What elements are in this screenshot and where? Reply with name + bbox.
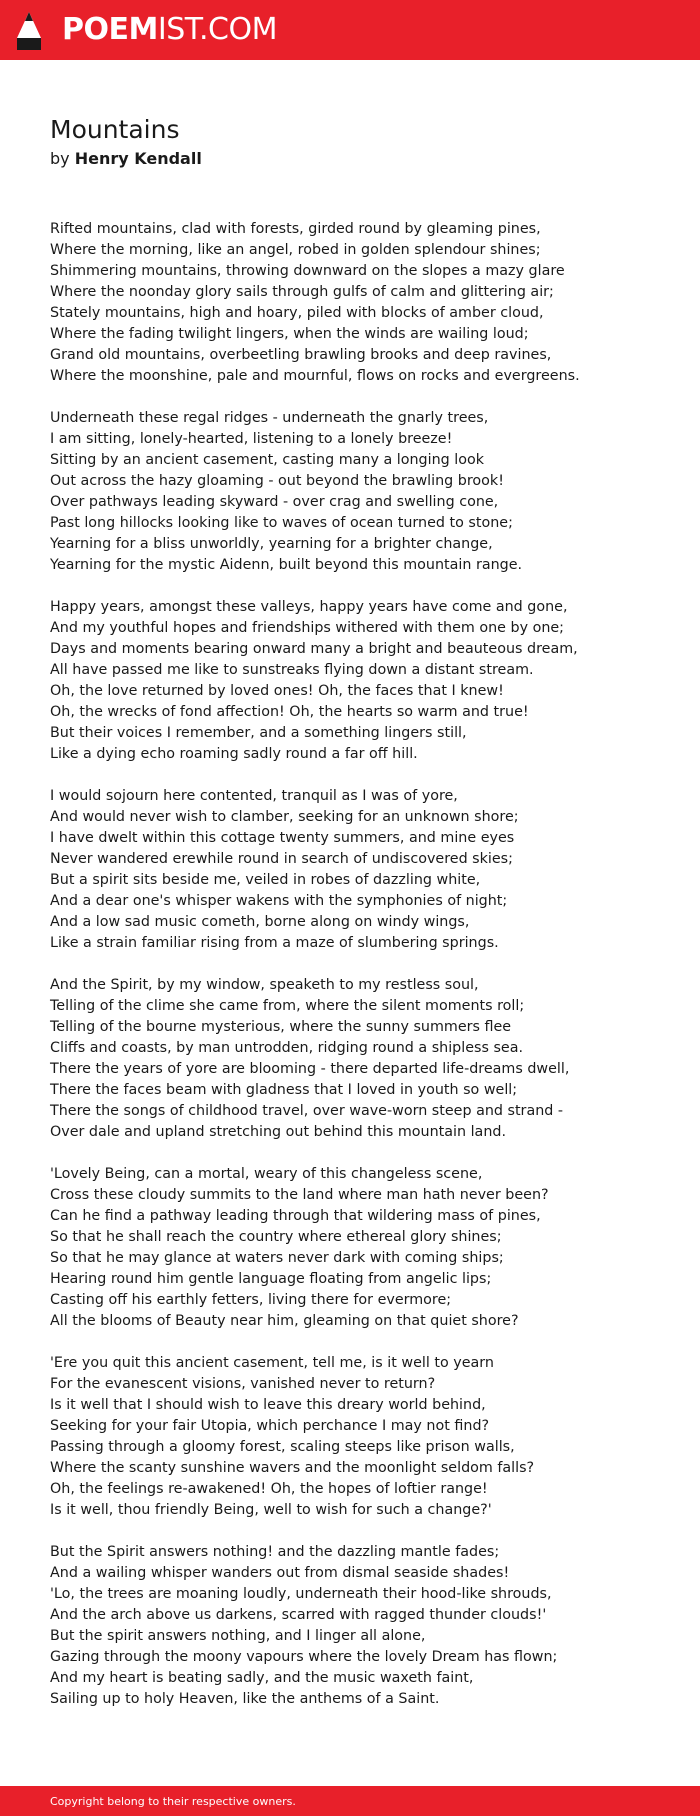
poem-line: Telling of the clime she came from, where the silent moments roll;	[50, 998, 525, 1014]
poem-line: Like a dying echo roaming sadly round a far off hill.	[50, 746, 418, 762]
poem-line: I have dwelt within this cottage twenty summers, and mine eyes	[50, 830, 515, 846]
logo-light-text: IST.COM	[157, 12, 277, 47]
poem-line: Out across the hazy gloaming - out beyond the brawling brook!	[50, 473, 504, 489]
poem-line: Stately mountains, high and hoary, piled with blocks of amber cloud,	[50, 305, 544, 321]
poem-line: Where the fading twilight lingers, when the winds are wailing loud;	[50, 326, 529, 342]
logo-bold-text: POEM	[62, 12, 158, 47]
poem-line: All have passed me like to sunstreaks flying down a distant stream.	[50, 662, 534, 678]
poem-line: 'Ere you quit this ancient casement, tell me, is it well to yearn	[50, 1355, 494, 1371]
poem-line: But the Spirit answers nothing! and the dazzling mantle fades;	[50, 1544, 500, 1560]
poem-line: And a dear one's whisper wakens with the symphonies of night;	[50, 893, 508, 909]
poem-stanza	[50, 1542, 670, 1710]
poem-line: I am sitting, lonely-hearted, listening to a lonely breeze!	[50, 431, 453, 447]
by-label: by	[50, 149, 70, 168]
poem-line: Cross these cloudy summits to the land where man hath never been?	[50, 1187, 549, 1203]
poem-line: Rifted mountains, clad with forests, girded round by gleaming pines,	[50, 221, 541, 237]
poem-line: And a wailing whisper wanders out from dismal seaside shades!	[50, 1565, 510, 1581]
poem-line: Sailing up to holy Heaven, like the anthems of a Saint.	[50, 1691, 440, 1707]
site-logo[interactable]	[62, 11, 277, 49]
poem-line: Where the moonshine, pale and mournful, flows on rocks and evergreens.	[50, 368, 580, 384]
poem-line: Is it well, thou friendly Being, well to wish for such a change?'	[50, 1502, 492, 1518]
poem-line: Grand old mountains, overbeetling brawling brooks and deep ravines,	[50, 347, 552, 363]
poem-line: Shimmering mountains, throwing downward on the slopes a mazy glare	[50, 263, 565, 279]
poem-line: Days and moments bearing onward many a bright and beauteous dream,	[50, 641, 578, 657]
poem-line: Seeking for your fair Utopia, which perchance I may not find?	[50, 1418, 490, 1434]
poem-line: And would never wish to clamber, seeking for an unknown shore;	[50, 809, 519, 825]
poem-line: There the faces beam with gladness that I loved in youth so well;	[50, 1082, 518, 1098]
site-header	[0, 0, 700, 60]
poem-line: Oh, the wrecks of fond affection! Oh, the hearts so warm and true!	[50, 704, 529, 720]
poem-byline	[50, 148, 202, 170]
poem-stanza	[50, 597, 670, 765]
poem-stanza	[50, 408, 670, 576]
poem-line: And a low sad music cometh, borne along on windy wings,	[50, 914, 470, 930]
poem-line: But their voices I remember, and a something lingers still,	[50, 725, 467, 741]
poem-line: Underneath these regal ridges - underneath the gnarly trees,	[50, 410, 489, 426]
poem-line: 'Lo, the trees are moaning loudly, underneath their hood-like shrouds,	[50, 1586, 552, 1602]
poem-stanza	[50, 975, 670, 1143]
poem-line: Oh, the love returned by loved ones! Oh, the faces that I knew!	[50, 683, 504, 699]
poem-line: Sitting by an ancient casement, casting many a longing look	[50, 452, 485, 468]
poem-stanza	[50, 1353, 670, 1521]
poem-line: Past long hillocks looking like to waves of ocean turned to stone;	[50, 515, 513, 531]
poem-line: There the songs of childhood travel, over wave-worn steep and strand -	[50, 1103, 564, 1119]
poem-line: Gazing through the moony vapours where the lovely Dream has flown;	[50, 1649, 558, 1665]
poem-line: Passing through a gloomy forest, scaling steeps like prison walls,	[50, 1439, 515, 1455]
poem-line: 'Lovely Being, can a mortal, weary of this changeless scene,	[50, 1166, 483, 1182]
poem-line: So that he may glance at waters never dark with coming ships;	[50, 1250, 504, 1266]
poem-line: Happy years, amongst these valleys, happy years have come and gone,	[50, 599, 568, 615]
poem-line: And the arch above us darkens, scarred with ragged thunder clouds!'	[50, 1607, 547, 1623]
pencil-tip-icon[interactable]	[16, 11, 42, 51]
poem-line: Telling of the bourne mysterious, where the sunny summers flee	[50, 1019, 512, 1035]
copyright-text: Copyright belong to their respective owners.	[50, 1795, 296, 1808]
poem-line: Like a strain familiar rising from a maze of slumbering springs.	[50, 935, 499, 951]
poem-body	[50, 219, 670, 1731]
poem-line: Yearning for the mystic Aidenn, built beyond this mountain range.	[50, 557, 523, 573]
poem-line: Casting off his earthly fetters, living there for evermore;	[50, 1292, 452, 1308]
poem-line: Cliffs and coasts, by man untrodden, ridging round a shipless sea.	[50, 1040, 524, 1056]
site-footer	[0, 1786, 700, 1816]
poem-line: Oh, the feelings re-awakened! Oh, the hopes of loftier range!	[50, 1481, 488, 1497]
poem-line: Yearning for a bliss unworldly, yearning for a brighter change,	[50, 536, 493, 552]
poem-line: And my youthful hopes and friendships withered with them one by one;	[50, 620, 564, 636]
poem-line: I would sojourn here contented, tranquil as I was of yore,	[50, 788, 458, 804]
poem-line: Is it well that I should wish to leave this dreary world behind,	[50, 1397, 486, 1413]
poem-line: But the spirit answers nothing, and I linger all alone,	[50, 1628, 426, 1644]
poem-stanza	[50, 219, 670, 387]
poem-stanza	[50, 1164, 670, 1332]
poem-line: Where the morning, like an angel, robed in golden splendour shines;	[50, 242, 541, 258]
poem-line: Over dale and upland stretching out behind this mountain land.	[50, 1124, 506, 1140]
poem-line: All the blooms of Beauty near him, gleaming on that quiet shore?	[50, 1313, 519, 1329]
poem-line: And my heart is beating sadly, and the music waxeth faint,	[50, 1670, 474, 1686]
poem-line: But a spirit sits beside me, veiled in robes of dazzling white,	[50, 872, 481, 888]
poem-title: Mountains	[50, 115, 180, 144]
poem-line: Over pathways leading skyward - over crag and swelling cone,	[50, 494, 499, 510]
poem-stanza	[50, 786, 670, 954]
poem-line: Never wandered erewhile round in search of undiscovered skies;	[50, 851, 513, 867]
author-name: Henry Kendall	[74, 149, 202, 168]
poem-line: Can he find a pathway leading through that wildering mass of pines,	[50, 1208, 541, 1224]
poem-line: Where the scanty sunshine wavers and the moonlight seldom falls?	[50, 1460, 535, 1476]
poem-line: And the Spirit, by my window, speaketh to my restless soul,	[50, 977, 479, 993]
poem-line: For the evanescent visions, vanished never to return?	[50, 1376, 436, 1392]
poem-line: There the years of yore are blooming - there departed life-dreams dwell,	[50, 1061, 570, 1077]
poem-line: So that he shall reach the country where ethereal glory shines;	[50, 1229, 502, 1245]
poem-line: Where the noonday glory sails through gulfs of calm and glittering air;	[50, 284, 554, 300]
poem-line: Hearing round him gentle language floating from angelic lips;	[50, 1271, 492, 1287]
